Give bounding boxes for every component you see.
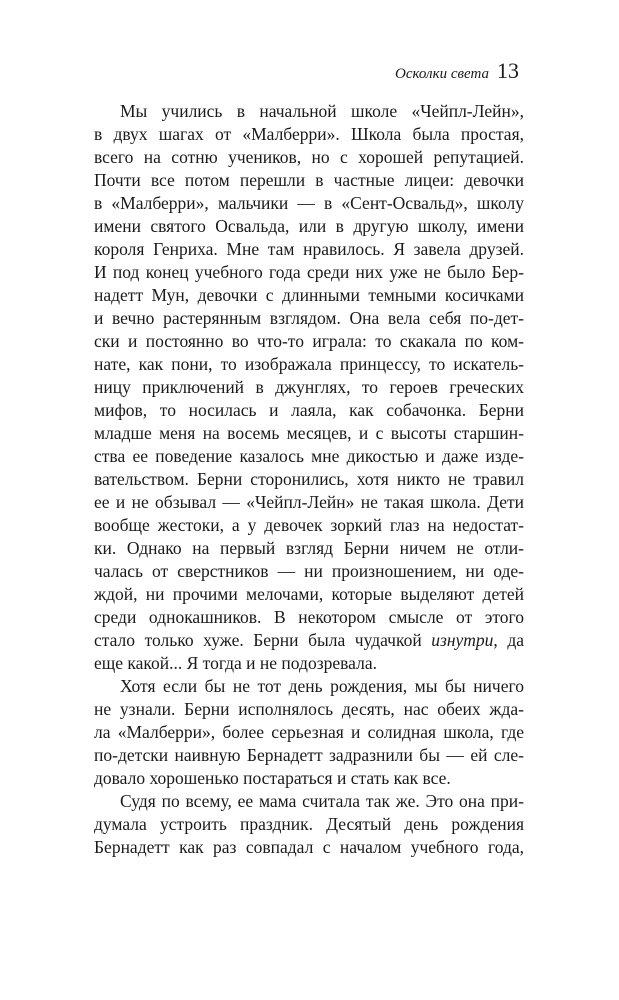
text-line: и вечно растерянным взглядом. Она вела себя по-дет- (94, 308, 524, 328)
text-line: чалась от сверстников — ни произношением, ни оде- (94, 561, 524, 581)
text-line: довало хорошенько постараться и стать как все. (94, 768, 451, 788)
text-segment: стало только хуже. Берни была чудачкой (94, 630, 432, 650)
text-line: в двух шагах от «Малберри». Школа была простая, (94, 124, 524, 144)
text-line: ки. Однако на первый взгляд Берни ничем не отли- (94, 538, 524, 558)
text-line: нате, как пони, то изображала принцессу, то искатель- (94, 354, 524, 374)
running-head (395, 58, 519, 84)
text-line: ски и постоянно во что-то играла: то скакала по ком- (94, 331, 524, 351)
text-line: ла «Малберри», более серьезная и солидная школа, где (94, 722, 524, 742)
text-line: надетт Мун, девочки с длинными темными косичками (94, 285, 524, 305)
page-number: 13 (497, 58, 519, 83)
text-line: ждой, ни прочими мелочами, которые выделяют детей (94, 584, 524, 604)
text-line: не узнали. Берни исполнялось десять, нас обеих жда- (94, 699, 524, 719)
text-line: младше меня на восемь месяцев, и с высоты старшин- (94, 423, 524, 443)
text-line: Бернадетт как раз совпадал с началом учебного года, (94, 837, 524, 857)
text-line: среди однокашников. В некотором смысле от этого (94, 607, 524, 627)
text-line: Судя по всему, ее мама считала так же. Это она при- (120, 791, 524, 811)
text-line: думала устроить праздник. Десятый день рождения (94, 814, 524, 834)
text-line: по-детски наивную Бернадетт задразнили бы — ей сле- (94, 745, 524, 765)
text-line: мифов, то носилась и лаяла, как собачонка. Берни (94, 400, 524, 420)
text-line: вообще жестоки, а у девочек зоркий глаз на недостат- (94, 515, 524, 535)
body-text (94, 100, 524, 859)
text-line: Хотя если бы не тот день рождения, мы бы ничего (120, 676, 524, 696)
text-line: в «Малберри», мальчики — в «Сент-Освальд», школу (94, 193, 524, 213)
text-line: вательством. Берни сторонились, хотя никто не травил (94, 469, 524, 489)
text-line: ства ее поведение казалось мне дикостью и даже изде- (94, 446, 524, 466)
text-segment: , да (493, 630, 524, 650)
text-line: еще какой... Я тогда и не подозревала. (94, 653, 377, 673)
text-line: И под конец учебного года среди них уже не было Бер- (94, 262, 524, 282)
text-line: короля Генриха. Мне там нравилось. Я завела друзей. (94, 239, 524, 259)
running-head-title: Осколки света (394, 66, 489, 82)
text-line: ницу приключений в джунглях, то героев греческих (94, 377, 524, 397)
text-line: всего на сотню учеников, но с хорошей репутацией. (94, 147, 524, 167)
text-line: ее и не обзывал — «Чейпл-Лейн» не такая школа. Дети (94, 492, 524, 512)
text-line (94, 629, 524, 652)
text-line: Почти все потом перешли в частные лицеи: девочки (94, 170, 524, 190)
italic-segment: изнутри (431, 630, 494, 650)
text-line: Мы учились в начальной школе «Чейпл-Лейн», (120, 101, 524, 121)
text-line: имени святого Освальда, или в другую школу, имени (94, 216, 524, 236)
